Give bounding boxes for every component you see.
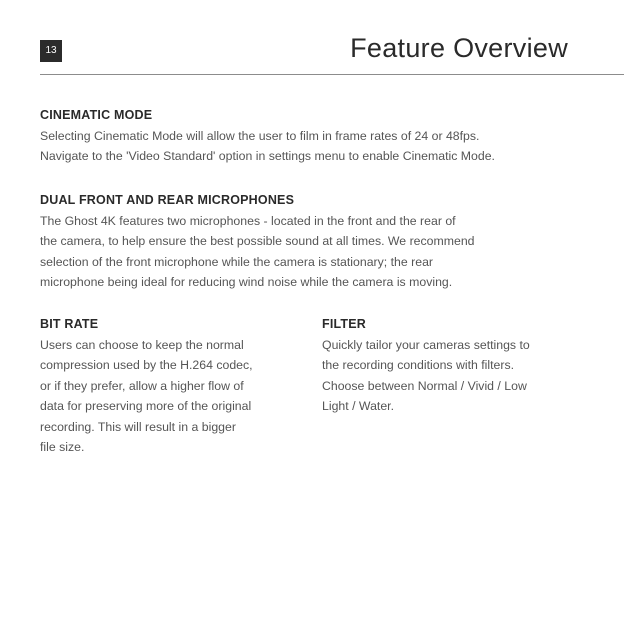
page-title: Feature Overview — [350, 33, 568, 63]
body-line: data for preserving more of the original — [40, 399, 252, 414]
body-line: Selecting Cinematic Mode will allow the user to film in frame rates of 24 or 48fps. — [40, 129, 480, 143]
section-bit-rate — [40, 317, 253, 457]
section-heading-cinematic-mode: CINEMATIC MODE — [40, 108, 153, 122]
header-divider — [40, 74, 624, 75]
body-line: Quickly tailor your cameras settings to — [322, 338, 530, 352]
body-line: Navigate to the 'Video Standard' option in settings menu to enable Cinematic Mode. — [40, 149, 495, 164]
body-line: the camera, to help ensure the best possible sound at all times. We recommend — [40, 234, 475, 249]
body-line: The Ghost 4K features two microphones - located in the front and the rear of — [40, 214, 456, 228]
body-line: selection of the front microphone while the camera is stationary; the rear — [40, 254, 434, 269]
section-heading-dual-microphones: DUAL FRONT AND REAR MICROPHONES — [40, 193, 295, 207]
body-line: Choose between Normal / Vivid / Low — [322, 378, 527, 393]
section-body-cinematic-mode — [40, 126, 495, 167]
section-heading-filter: FILTER — [322, 317, 367, 331]
body-line: or if they prefer, allow a higher flow of — [40, 378, 244, 393]
section-heading-bit-rate: BIT RATE — [40, 317, 99, 331]
section-body-bit-rate — [40, 335, 253, 457]
body-line: Users can choose to keep the normal — [40, 338, 244, 352]
section-body-filter — [322, 335, 530, 417]
section-dual-microphones — [40, 193, 475, 293]
body-line: file size. — [40, 440, 85, 455]
body-line: microphone being ideal for reducing wind noise while the camera is moving. — [40, 275, 453, 290]
section-cinematic-mode — [40, 108, 495, 167]
body-line: recording. This will result in a bigger — [40, 419, 236, 434]
body-line: Light / Water. — [322, 399, 394, 414]
section-body-dual-microphones — [40, 211, 475, 293]
body-line: compression used by the H.264 codec, — [40, 358, 253, 373]
page-number-badge: 13 — [40, 40, 62, 62]
body-line: the recording conditions with filters. — [322, 358, 515, 373]
section-filter — [322, 317, 530, 417]
